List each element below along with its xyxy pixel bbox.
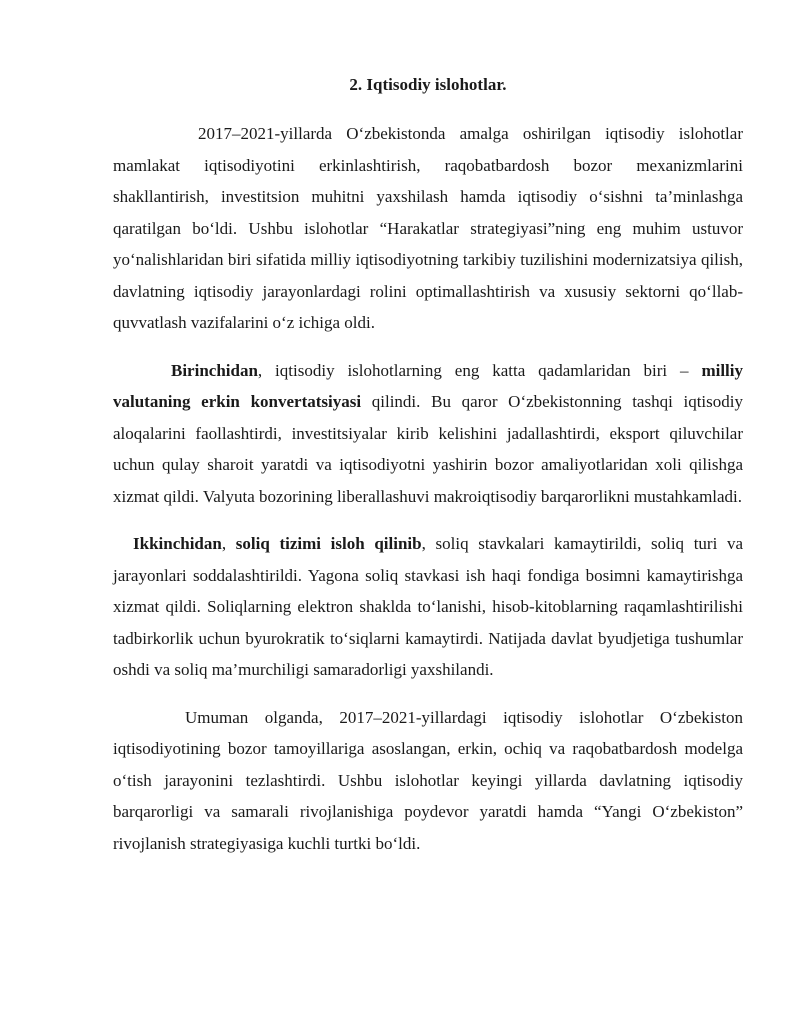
section-title: 2. Iqtisodiy islohotlar. (349, 75, 507, 94)
first-point-text-b: qilindi. Bu qaror O‘zbekistonning tashqi iqtisodiy aloqalarini faollashtirdi, investitsiyalar kirib kelishini jadallashtirdi, eksport qiluvchilar uchun qulay sharoit yaratdi va iqtisodiyotni yashirin bozor amaliyotlaridan xoli qilishga xizmat qildi. Valyuta bozorining liberallashuvi makroiqtisodiy barqarorlikni mustahkamladi. (113, 392, 743, 506)
second-point-lead: Ikkinchidan (133, 534, 222, 553)
paragraph-first-point (113, 355, 743, 513)
first-point-lead: Birinchidan (171, 360, 258, 380)
paragraph-intro: 2017–2021-yillarda O‘zbekistonda amalga oshirilgan iqtisodiy islohotlar mamlakat iqtisodiyotini erkinlashtirish, raqobatbardosh bozor mexanizmlarini shakllantirish, investitsion muhitni yaxshilash hamda iqtisodiy o‘sishni ta’minlashga qaratilgan bo‘ldi. Ushbu islohotlar “Harakatlar strategiyasi”ning eng muhim ustuvor yo‘nalishlaridan biri sifatida milliy iqtisodiyotning tarkibiy tuzilishini modernizatsiya qilish, davlatning iqtisodiy jarayonlardagi rolini optimallashtirish va xususiy sektorni qo‘llab-quvvatlash vazifalarini o‘z ichiga oldi. (113, 124, 743, 332)
paragraph-conclusion: Umuman olganda, 2017–2021-yillardagi iqtisodiy islohotlar O‘zbekiston iqtisodiyotining bozor tamoyillariga asoslangan, erkin, ochiq va raqobatbardosh modelga o‘tish jarayonini tezlashtirdi. Ushbu islohotlar keyingi yillarda davlatning iqtisodiy barqarorligi va samarali rivojlanishiga poydevor yaratdi hamda “Yangi O‘zbekiston” rivojlanish strategiyasiga kuchli turtki bo‘ldi. (113, 707, 743, 853)
first-point-text-a: , iqtisodiy islohotlarning eng katta qadamlaridan biri – (257, 360, 702, 380)
first-point-emphasis: milliy valutaning erkin konvertatsiyasi (113, 360, 743, 411)
paragraph-second-point (113, 528, 743, 686)
document-page (113, 72, 743, 859)
second-point-text-a: , (221, 534, 236, 553)
second-point-text-b: , soliq stavkalari kamaytirildi, soliq turi va jarayonlari soddalashtirildi. Yagona soliq stavkasi ish haqi fondiga bosimni kamaytirishga xizmat qildi. Soliqlarning elektron shaklda to‘lanishi, hisob-kitoblarning raqamlashtirilishi tadbirkorlik uchun byurokratik to‘siqlarni kamaytirdi. Natijada davlat byudjetiga tushumlar oshdi va soliq ma’murchiligi samaradorligi yaxshilandi. (113, 534, 744, 679)
second-point-emphasis: soliq tizimi isloh qilinib (235, 534, 422, 553)
